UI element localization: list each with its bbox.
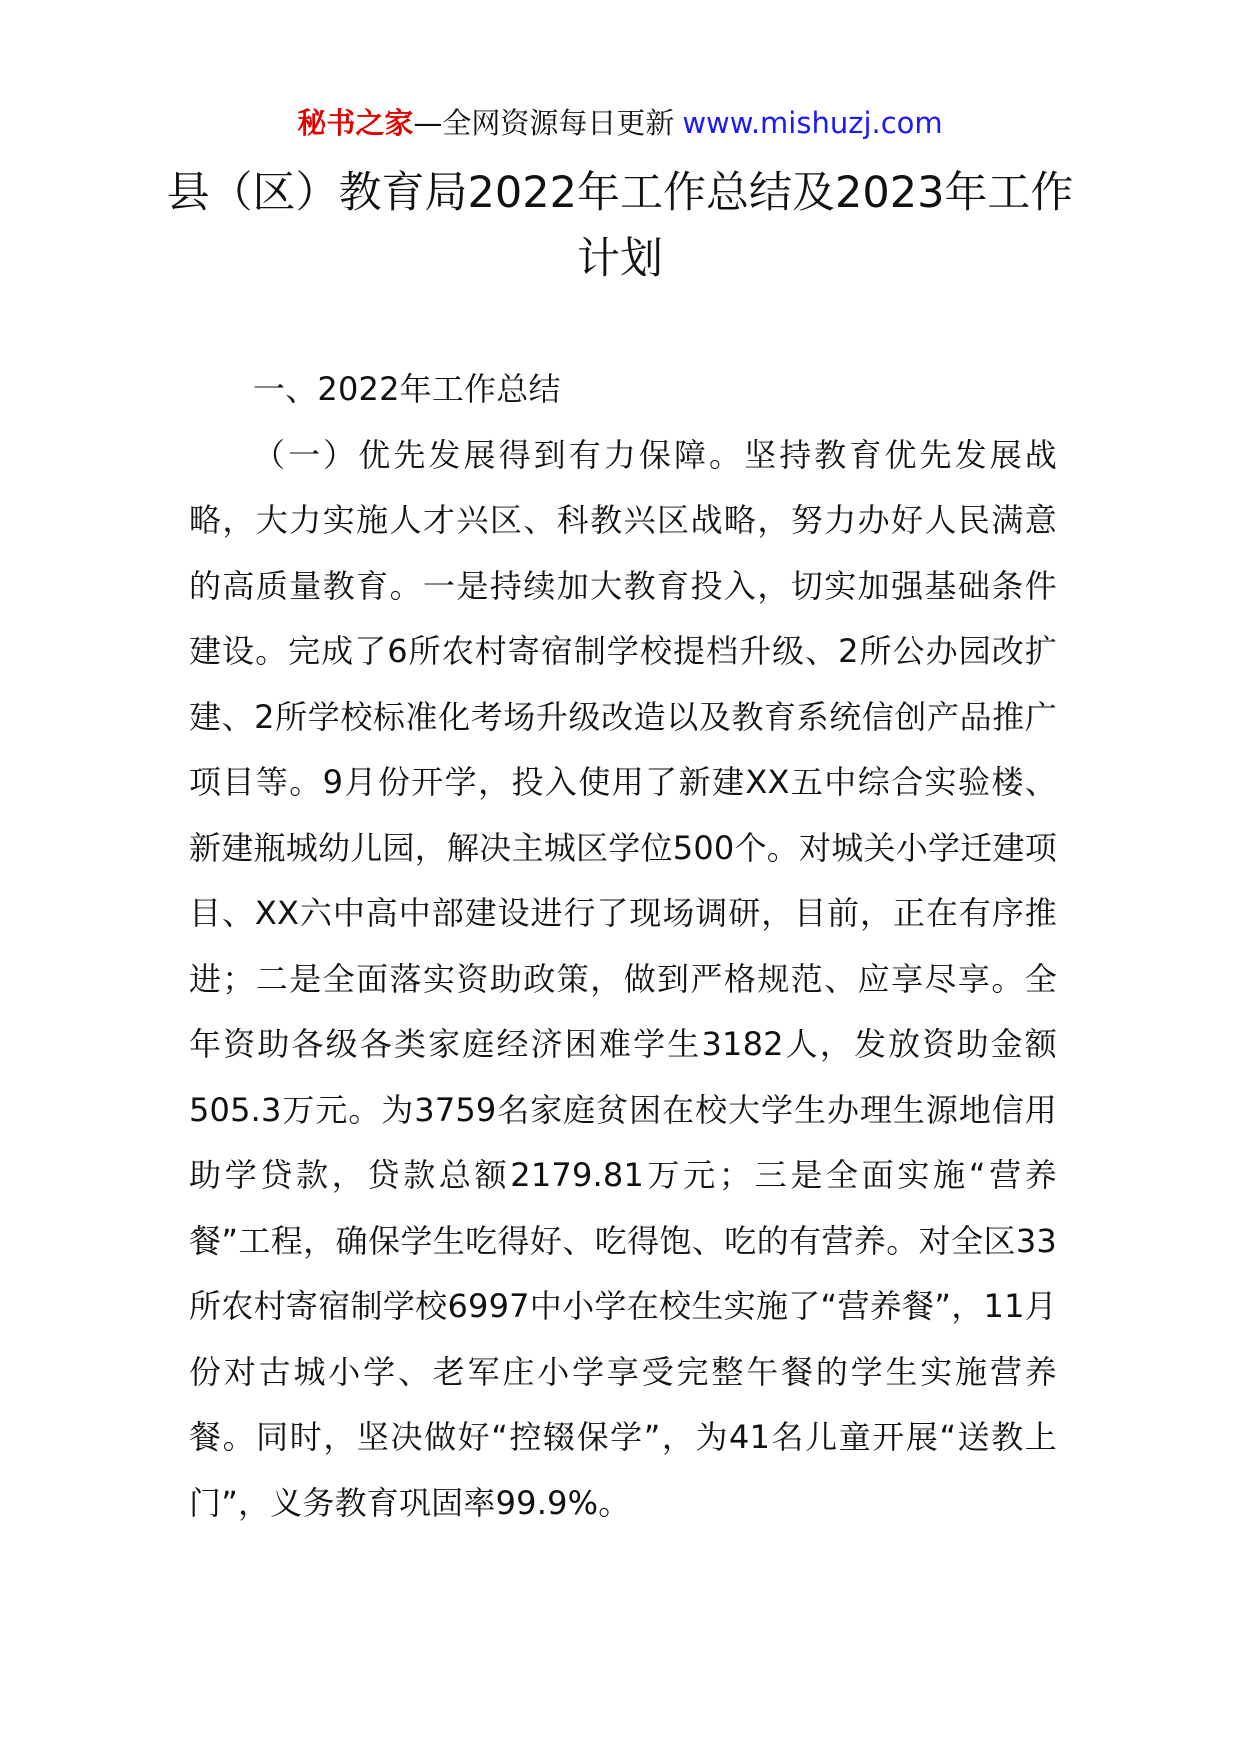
banner-tagline: —全网资源每日更新	[413, 106, 675, 140]
body-paragraph: （一）优先发展得到有力保障。坚持教育优先发展战略，大力实施人才兴区、科教兴区战略，努力办好人民满意的高质量教育。一是持续加大教育投入，切实加强基础条件建设。完成了6所农村寄宿制学校提档升级、2所公办园改扩建、2所学校标准化考场升级改造以及教育系统信创产品推广项目等。9月份开学，投入使用了新建XX五中综合实验楼、新建瓶城幼儿园，解决主城区学位500个。对城关小学迁建项目、XX六中高中部建设进行了现场调研，目前，正在有序推进；二是全面落实资助政策，做到严格规范、应享尽享。全年资助各级各类家庭经济困难学生3182人，发放资助金额505.3万元。为3759名家庭贫困在校大学生办理生源地信用助学贷款，贷款总额2179.81万元；三是全面实施“营养餐”工程，确保学生吃得好、吃得饱、吃的有营养。对全区33所农村寄宿制学校6997中小学在校生实施了“营养餐”，11月份对古城小学、老军庄小学享受完整午餐的学生实施营养餐。同时，坚决做好“控辍保学”，为41名儿童开展“送教上门”，义务教育巩固率99.9%。	[189, 435, 1057, 1522]
site-banner	[0, 103, 1240, 143]
section-heading: 一、2022年工作总结	[253, 370, 561, 408]
document-title: 县（区）教育局2022年工作总结及2023年工作计划	[166, 168, 1074, 284]
site-url-link[interactable]: www.mishuzj.com	[682, 106, 943, 140]
brand-name: 秘书之家	[297, 106, 414, 140]
document-body	[189, 357, 1057, 1536]
